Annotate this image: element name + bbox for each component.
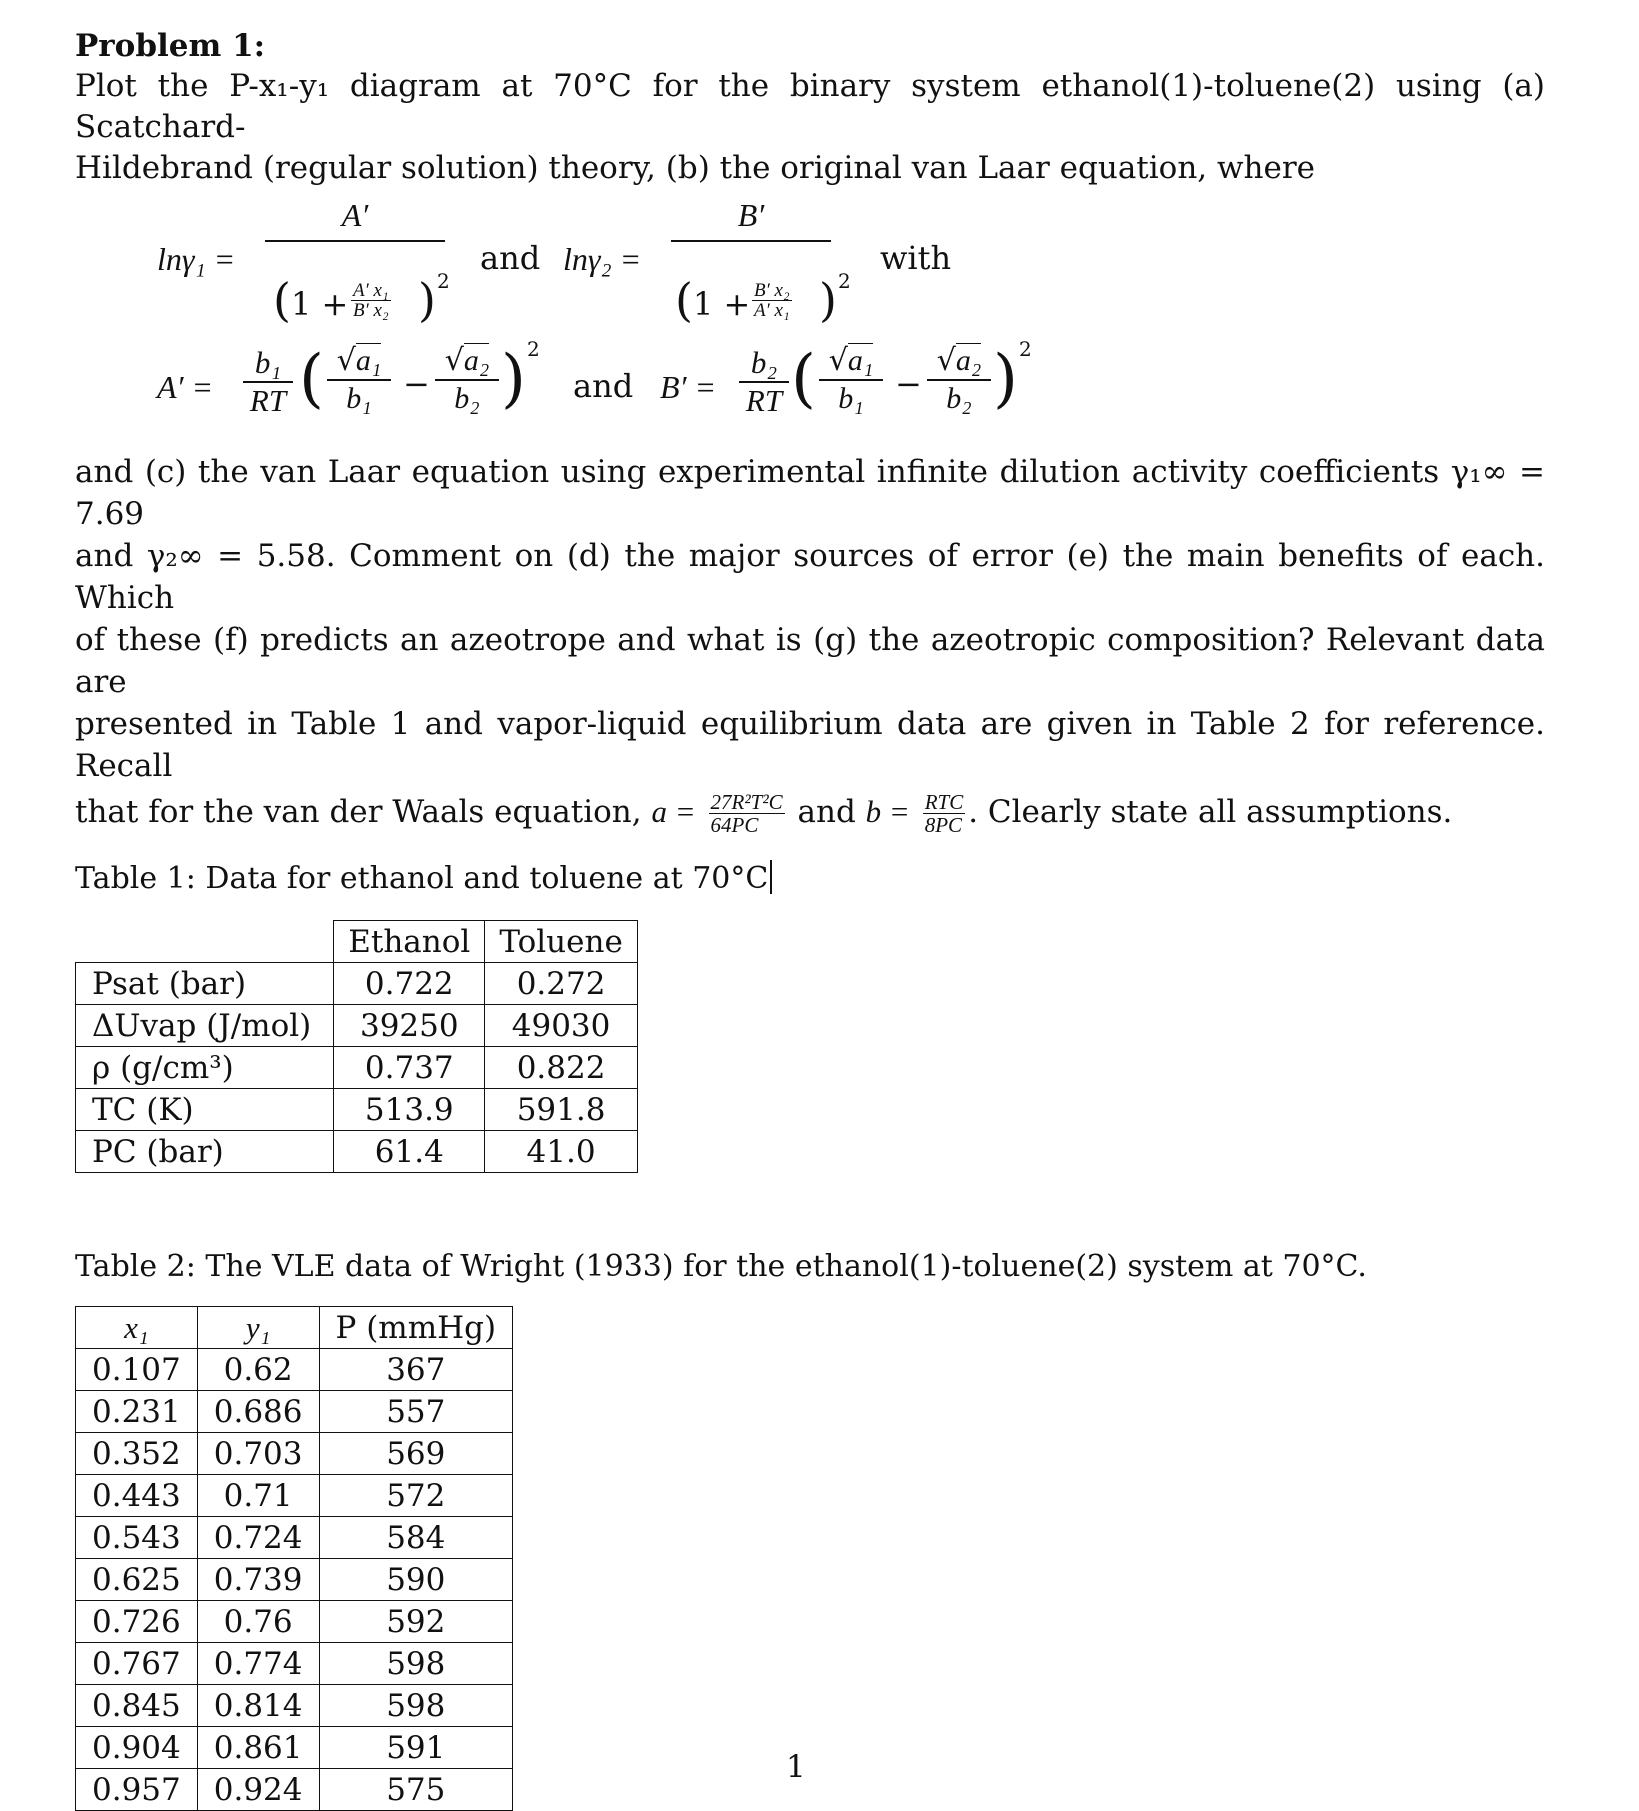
- table-cell: 0.272: [485, 963, 637, 1005]
- b-fraction: [923, 791, 966, 836]
- table1-corner: [76, 921, 334, 963]
- A-minus: −: [403, 365, 430, 403]
- and-b-text: and: [797, 794, 856, 830]
- gamma1-exponent: 2: [437, 269, 450, 293]
- gamma2-numerator: B′: [737, 197, 765, 233]
- gamma2-inner-fraction: [752, 281, 792, 320]
- A-b2-denominator: b₂: [435, 379, 499, 417]
- B-minus: −: [895, 365, 922, 403]
- gamma2-one-plus: 1 +: [693, 285, 751, 323]
- table-cell: 0.774: [197, 1643, 319, 1685]
- table-cell: 598: [319, 1685, 513, 1727]
- and-text-1: and: [480, 239, 541, 277]
- table-row: [76, 1727, 513, 1769]
- table1-row-label: TC (K): [76, 1089, 334, 1131]
- b-denominator: 8PC: [923, 813, 966, 836]
- A-b1-over-RT: [243, 345, 293, 419]
- page-number: 1: [786, 1749, 806, 1785]
- table-row: [76, 1005, 638, 1047]
- A-sqrt-a2: √a₂: [444, 343, 490, 378]
- table1-row-label: Psat (bar): [76, 963, 334, 1005]
- and-text-2: and: [573, 367, 634, 405]
- table1: [75, 920, 638, 1173]
- A-b1: b₁: [254, 345, 282, 380]
- body-line-3: of these (f) predicts an azeotrope and what is (g) the azeotropic composition? Relevant data are: [75, 622, 1545, 700]
- B-RT: RT: [739, 381, 789, 419]
- table-cell: 0.722: [334, 963, 485, 1005]
- table1-row-label: ρ (g/cm³): [76, 1047, 334, 1089]
- table-cell: 0.737: [334, 1047, 485, 1089]
- body-line-1: and (c) the van Laar equation using experimental infinite dilution activity coefficients γ₁∞ = 7.69: [75, 454, 1545, 532]
- table-cell: 0.703: [197, 1433, 319, 1475]
- a-numerator: 27R²T²C: [710, 790, 783, 814]
- b-equals: b =: [865, 794, 910, 829]
- sqrt-icon: √: [936, 343, 956, 378]
- gamma1-fraction: [265, 197, 445, 242]
- a-fraction: [709, 791, 785, 836]
- B-sqrt-a1: √a₁: [828, 343, 874, 378]
- B-b1-denominator: b₁: [819, 379, 883, 417]
- table-cell: 584: [319, 1517, 513, 1559]
- table-row: [76, 1433, 513, 1475]
- table-cell: 0.443: [76, 1475, 198, 1517]
- gamma2-inner-denominator: A′ x₁: [754, 300, 790, 321]
- table-cell: 590: [319, 1559, 513, 1601]
- table-cell: 591: [319, 1727, 513, 1769]
- table-row: [76, 1475, 513, 1517]
- table-cell: 0.924: [197, 1769, 319, 1811]
- table-cell: 0.861: [197, 1727, 319, 1769]
- intro-line-2: Hildebrand (regular solution) theory, (b) the original van Laar equation, where: [75, 150, 1316, 186]
- table-row: [76, 1391, 513, 1433]
- A-sqrt-a1-over-b1: [327, 343, 391, 417]
- table1-header-row: [76, 921, 638, 963]
- b-numerator: RTC: [924, 790, 964, 814]
- sqrt-icon: √: [444, 343, 464, 378]
- table-row: [76, 1685, 513, 1727]
- with-text: with: [880, 239, 952, 277]
- body-line-5: [75, 791, 1545, 836]
- table-cell: 0.822: [485, 1047, 637, 1089]
- gamma2-left-paren: (: [675, 273, 693, 327]
- table-row: [76, 963, 638, 1005]
- table-row: [76, 1559, 513, 1601]
- A-sqrt-a2-over-b2: [435, 343, 499, 417]
- table-cell: 367: [319, 1349, 513, 1391]
- table-cell: 598: [319, 1643, 513, 1685]
- gamma1-inner-numerator: A′ x₁: [353, 280, 389, 301]
- gamma1-right-paren: ): [418, 273, 436, 327]
- table-cell: 569: [319, 1433, 513, 1475]
- table2-header-y1: y₁: [197, 1307, 319, 1349]
- assumptions-text: . Clearly state all assumptions.: [968, 794, 1453, 830]
- table-cell: 0.231: [76, 1391, 198, 1433]
- B-b2-denominator: b₂: [927, 379, 991, 417]
- intro-line-1: Plot the P-x₁-y₁ diagram at 70°C for the binary system ethanol(1)-toluene(2) using (a) Scatchard-: [75, 68, 1545, 145]
- sqrt-icon: √: [336, 343, 356, 378]
- table-cell: 0.686: [197, 1391, 319, 1433]
- table-cell: 0.76: [197, 1601, 319, 1643]
- van-laar-equations: [75, 189, 1545, 339]
- table-cell: 0.62: [197, 1349, 319, 1391]
- table-cell: 0.71: [197, 1475, 319, 1517]
- A-RT: RT: [243, 381, 293, 419]
- table-cell: 0.904: [76, 1727, 198, 1769]
- sqrt-icon: √: [828, 343, 848, 378]
- parameter-equations: [75, 339, 1545, 451]
- table-cell: 61.4: [334, 1131, 485, 1173]
- table-cell: 0.739: [197, 1559, 319, 1601]
- table-cell: 0.845: [76, 1685, 198, 1727]
- table1-header-toluene: Toluene: [485, 921, 637, 963]
- table1-row-label: PC (bar): [76, 1131, 334, 1173]
- table-row: [76, 1089, 638, 1131]
- table-cell: 41.0: [485, 1131, 637, 1173]
- problem-page: [75, 26, 1545, 1811]
- ln-gamma1-label: lnγ₁ =: [157, 241, 236, 277]
- table-row: [76, 1769, 513, 1811]
- gamma2-inner-numerator: B′ x₂: [754, 280, 790, 301]
- B-sqrt-a2-over-b2: [927, 343, 991, 417]
- table-cell: 572: [319, 1475, 513, 1517]
- body-line-4: presented in Table 1 and vapor-liquid equilibrium data are given in Table 2 for reference. Recall: [75, 706, 1545, 784]
- table-cell: 575: [319, 1769, 513, 1811]
- table-cell: 557: [319, 1391, 513, 1433]
- B-exponent: 2: [1019, 337, 1032, 361]
- vdw-intro: that for the van der Waals equation,: [75, 794, 642, 830]
- gamma2-fraction-bar: [671, 240, 831, 242]
- problem-heading: Problem 1:: [75, 28, 266, 64]
- A-right-paren: ): [501, 342, 526, 416]
- table-cell: 0.814: [197, 1685, 319, 1727]
- table-row: [76, 1517, 513, 1559]
- table-cell: 39250: [334, 1005, 485, 1047]
- table-cell: 0.543: [76, 1517, 198, 1559]
- a-equals: a =: [651, 794, 696, 829]
- table-cell: 49030: [485, 1005, 637, 1047]
- table-cell: 513.9: [334, 1089, 485, 1131]
- table-cell: 0.767: [76, 1643, 198, 1685]
- B-right-paren: ): [993, 342, 1018, 416]
- B-b2: b₂: [750, 345, 778, 380]
- gamma2-right-paren: ): [819, 273, 837, 327]
- A-sqrt-a1: √a₁: [336, 343, 382, 378]
- table-row: [76, 1643, 513, 1685]
- table-cell: 0.352: [76, 1433, 198, 1475]
- table2-header-pressure: P (mmHg): [319, 1307, 513, 1349]
- table-row: [76, 1047, 638, 1089]
- B-left-paren: (: [791, 342, 816, 416]
- table-cell: 0.107: [76, 1349, 198, 1391]
- table-cell: 0.625: [76, 1559, 198, 1601]
- gamma1-left-paren: (: [273, 273, 291, 327]
- B-b2-over-RT: [739, 345, 789, 419]
- gamma1-fraction-bar: [265, 240, 445, 242]
- B-prime-label: B′ =: [660, 369, 717, 405]
- A-exponent: 2: [527, 337, 540, 361]
- table2-header-row: [76, 1307, 513, 1349]
- gamma1-one-plus: 1 +: [291, 285, 349, 323]
- gamma2-fraction: [671, 197, 831, 242]
- B-sqrt-a2: √a₂: [936, 343, 982, 378]
- table1-caption: Table 1: Data for ethanol and toluene at 70°C: [75, 860, 1545, 896]
- table-row: [76, 1349, 513, 1391]
- gamma2-exponent: 2: [838, 269, 851, 293]
- table-row: [76, 1601, 513, 1643]
- table-cell: 592: [319, 1601, 513, 1643]
- table2: [75, 1306, 513, 1811]
- table-row: [76, 1131, 638, 1173]
- table2-header-x1: x₁: [76, 1307, 198, 1349]
- text-cursor: [770, 860, 772, 894]
- table-cell: 591.8: [485, 1089, 637, 1131]
- table-cell: 0.724: [197, 1517, 319, 1559]
- table2-caption: Table 2: The VLE data of Wright (1933) for the ethanol(1)-toluene(2) system at 70°C.: [75, 1249, 1367, 1284]
- ln-gamma2-label: lnγ₂ =: [563, 241, 642, 277]
- A-prime-label: A′ =: [157, 369, 214, 405]
- B-sqrt-a1-over-b1: [819, 343, 883, 417]
- table-cell: 0.726: [76, 1601, 198, 1643]
- body-line-2: and γ₂∞ = 5.58. Comment on (d) the major sources of error (e) the main benefits of each. Which: [75, 538, 1545, 616]
- table1-header-ethanol: Ethanol: [334, 921, 485, 963]
- A-left-paren: (: [299, 342, 324, 416]
- a-denominator: 64PC: [709, 813, 785, 836]
- table-cell: 0.957: [76, 1769, 198, 1811]
- gamma1-inner-fraction: [351, 281, 391, 320]
- A-b1-denominator: b₁: [327, 379, 391, 417]
- gamma1-numerator: A′: [341, 197, 369, 233]
- table1-row-label: ΔUvap (J/mol): [76, 1005, 334, 1047]
- gamma1-inner-denominator: B′ x₂: [353, 300, 389, 321]
